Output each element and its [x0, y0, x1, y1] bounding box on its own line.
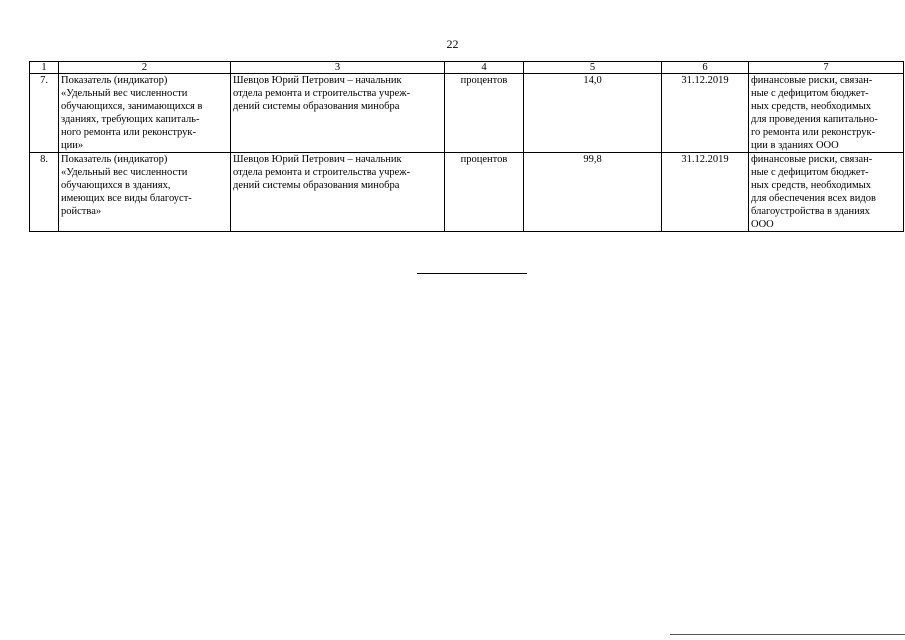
- table-row: [30, 74, 904, 153]
- row-number: 8.: [30, 153, 59, 232]
- column-header: 2: [59, 62, 231, 74]
- page-number: 22: [446, 37, 459, 51]
- corner-rule-line: [670, 634, 905, 635]
- value-cell: 14,0: [524, 74, 662, 153]
- table-header-row: [30, 62, 904, 74]
- column-header: 1: [30, 62, 59, 74]
- column-header: 4: [445, 62, 524, 74]
- table-row: [30, 153, 904, 232]
- unit-cell: процентов: [445, 153, 524, 232]
- column-header: 7: [749, 62, 904, 74]
- date-cell: 31.12.2019: [662, 74, 749, 153]
- risks-cell: финансовые риски, связан- ные с дефицитом бюджет- ных средств, необходимых для проведения капитально- го ремонта или реконструк- ции в зданиях ООО: [749, 74, 904, 153]
- end-divider-line: [417, 273, 527, 274]
- unit-cell: процентов: [445, 74, 524, 153]
- document-table: [29, 61, 904, 232]
- indicator-cell: Показатель (индикатор) «Удельный вес численности обучающихся в зданиях, имеющих все виды благоуст- ройства»: [59, 153, 231, 232]
- risks-cell: финансовые риски, связан- ные с дефицитом бюджет- ных средств, необходимых для обеспечения всех видов благоустройства в зданиях ООО: [749, 153, 904, 232]
- row-number: 7.: [30, 74, 59, 153]
- column-header: 3: [231, 62, 445, 74]
- responsible-cell: Шевцов Юрий Петрович – начальник отдела ремонта и строительства учреж- дений системы образования минобра: [231, 74, 445, 153]
- value-cell: 99,8: [524, 153, 662, 232]
- date-cell: 31.12.2019: [662, 153, 749, 232]
- responsible-cell: Шевцов Юрий Петрович – начальник отдела ремонта и строительства учреж- дений системы образования минобра: [231, 153, 445, 232]
- column-header: 6: [662, 62, 749, 74]
- column-header: 5: [524, 62, 662, 74]
- indicator-cell: Показатель (индикатор) «Удельный вес численности обучающихся, занимающихся в зданиях, требующих капиталь- ного ремонта или реконструк- ции»: [59, 74, 231, 153]
